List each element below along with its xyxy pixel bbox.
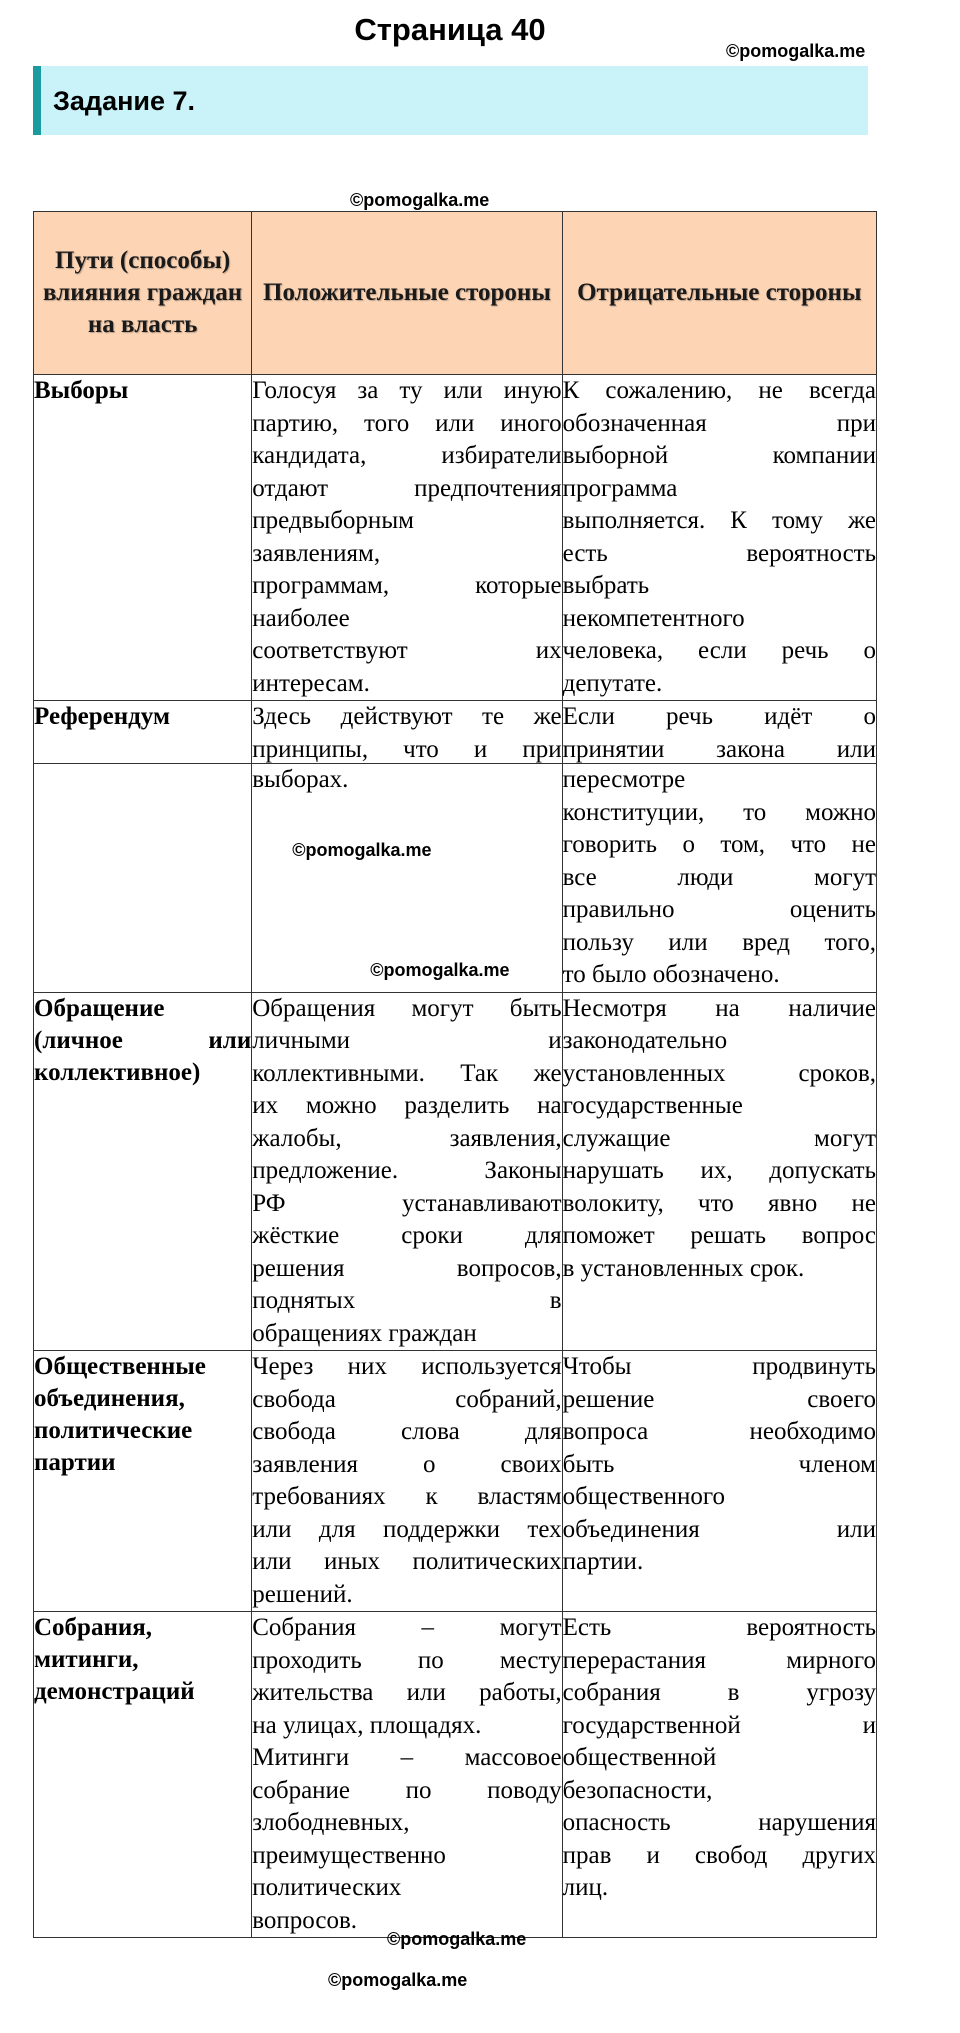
comparison-table-top <box>33 211 877 763</box>
row-negative: Чтобы продвинуть решение своего вопроса необходимо быть членом общественного объединения или партии. <box>562 1351 876 1612</box>
row-name: Собрания, митинги, демонстраций <box>34 1612 252 1938</box>
row-negative: К сожалению, не всегда обозначенная при выборной компании программа выполняется. К тому же есть вероятность выбрать некомпетентного человека, если речь о депутате. <box>562 375 876 701</box>
table-row <box>34 992 877 1351</box>
header-positive: Положительные стороны <box>252 212 562 375</box>
row-name-continued <box>34 764 252 993</box>
page-title: Страница 40 <box>354 12 546 47</box>
row-positive: Голосуя за ту или иную партию, того или иного кандидата, избиратели отдают предпочтения предвыборным заявлениям, программам, которые наиболее соответствуют их интересам. <box>252 375 562 701</box>
row-positive: Здесь действуют те же принципы, что и при <box>252 701 562 764</box>
watermark: ©pomogalka.me <box>328 1970 468 1990</box>
table-row <box>34 764 877 993</box>
table-row <box>34 1351 877 1612</box>
header-ways: Пути (способы) влияния граждан на власть <box>34 212 252 375</box>
table-header-row <box>34 212 877 375</box>
comparison-table-bottom <box>33 763 877 1938</box>
row-name: Референдум <box>34 701 252 764</box>
watermark: ©pomogalka.me <box>387 1929 527 1949</box>
row-positive: Собрания – могут проходить по месту жительства или работы, на улицах, площадях. Митинги – массовое собрание по поводу злободневных, преимущественно политических вопросов. <box>252 1612 562 1938</box>
watermark: ©pomogalka.me <box>350 190 490 210</box>
table-row <box>34 375 877 701</box>
row-name: Выборы <box>34 375 252 701</box>
row-negative: пересмотре конституции, то можно говорить о том, что не все люди могут правильно оценить пользу или вред того, то было обозначено. <box>562 764 876 993</box>
row-negative: Если речь идёт о принятии закона или <box>562 701 876 764</box>
watermark: ©pomogalka.me <box>370 960 510 980</box>
task-heading: Задание 7. <box>53 86 196 116</box>
table-row <box>34 701 877 764</box>
table-fragment-top <box>33 211 879 763</box>
watermark: ©pomogalka.me <box>292 840 432 860</box>
row-name: Общественные объединения, политические партии <box>34 1351 252 1612</box>
row-positive: Обращения могут быть личными и коллективными. Так же их можно разделить на жалобы, заявления, предложение. Законы РФ устанавливают жёсткие сроки для решения вопросов, поднятых в обращениях граждан <box>252 992 562 1351</box>
row-negative: Несмотря на наличие законодательно установленных сроков, государственные служащие могут нарушать их, допускать волокиту, что явно не поможет решать вопрос в установленных срок. <box>562 992 876 1351</box>
row-positive: Через них используется свобода собраний, свобода слова для заявления о своих требованиях к властям или для поддержки тех или иных политических решений. <box>252 1351 562 1612</box>
row-negative: Есть вероятность перерастания мирного собрания в угрозу государственной и общественной безопасности, опасность нарушения прав и свобод других лиц. <box>562 1612 876 1938</box>
table-row <box>34 1612 877 1938</box>
row-name: Обращение (личное или коллективное) <box>34 992 252 1351</box>
row-positive: выборах. ©pomogalka.me ©pomogalka.me <box>252 764 562 993</box>
task-banner <box>33 66 868 135</box>
watermark: ©pomogalka.me <box>726 41 866 61</box>
header-negative: Отрицательные стороны <box>562 212 876 375</box>
